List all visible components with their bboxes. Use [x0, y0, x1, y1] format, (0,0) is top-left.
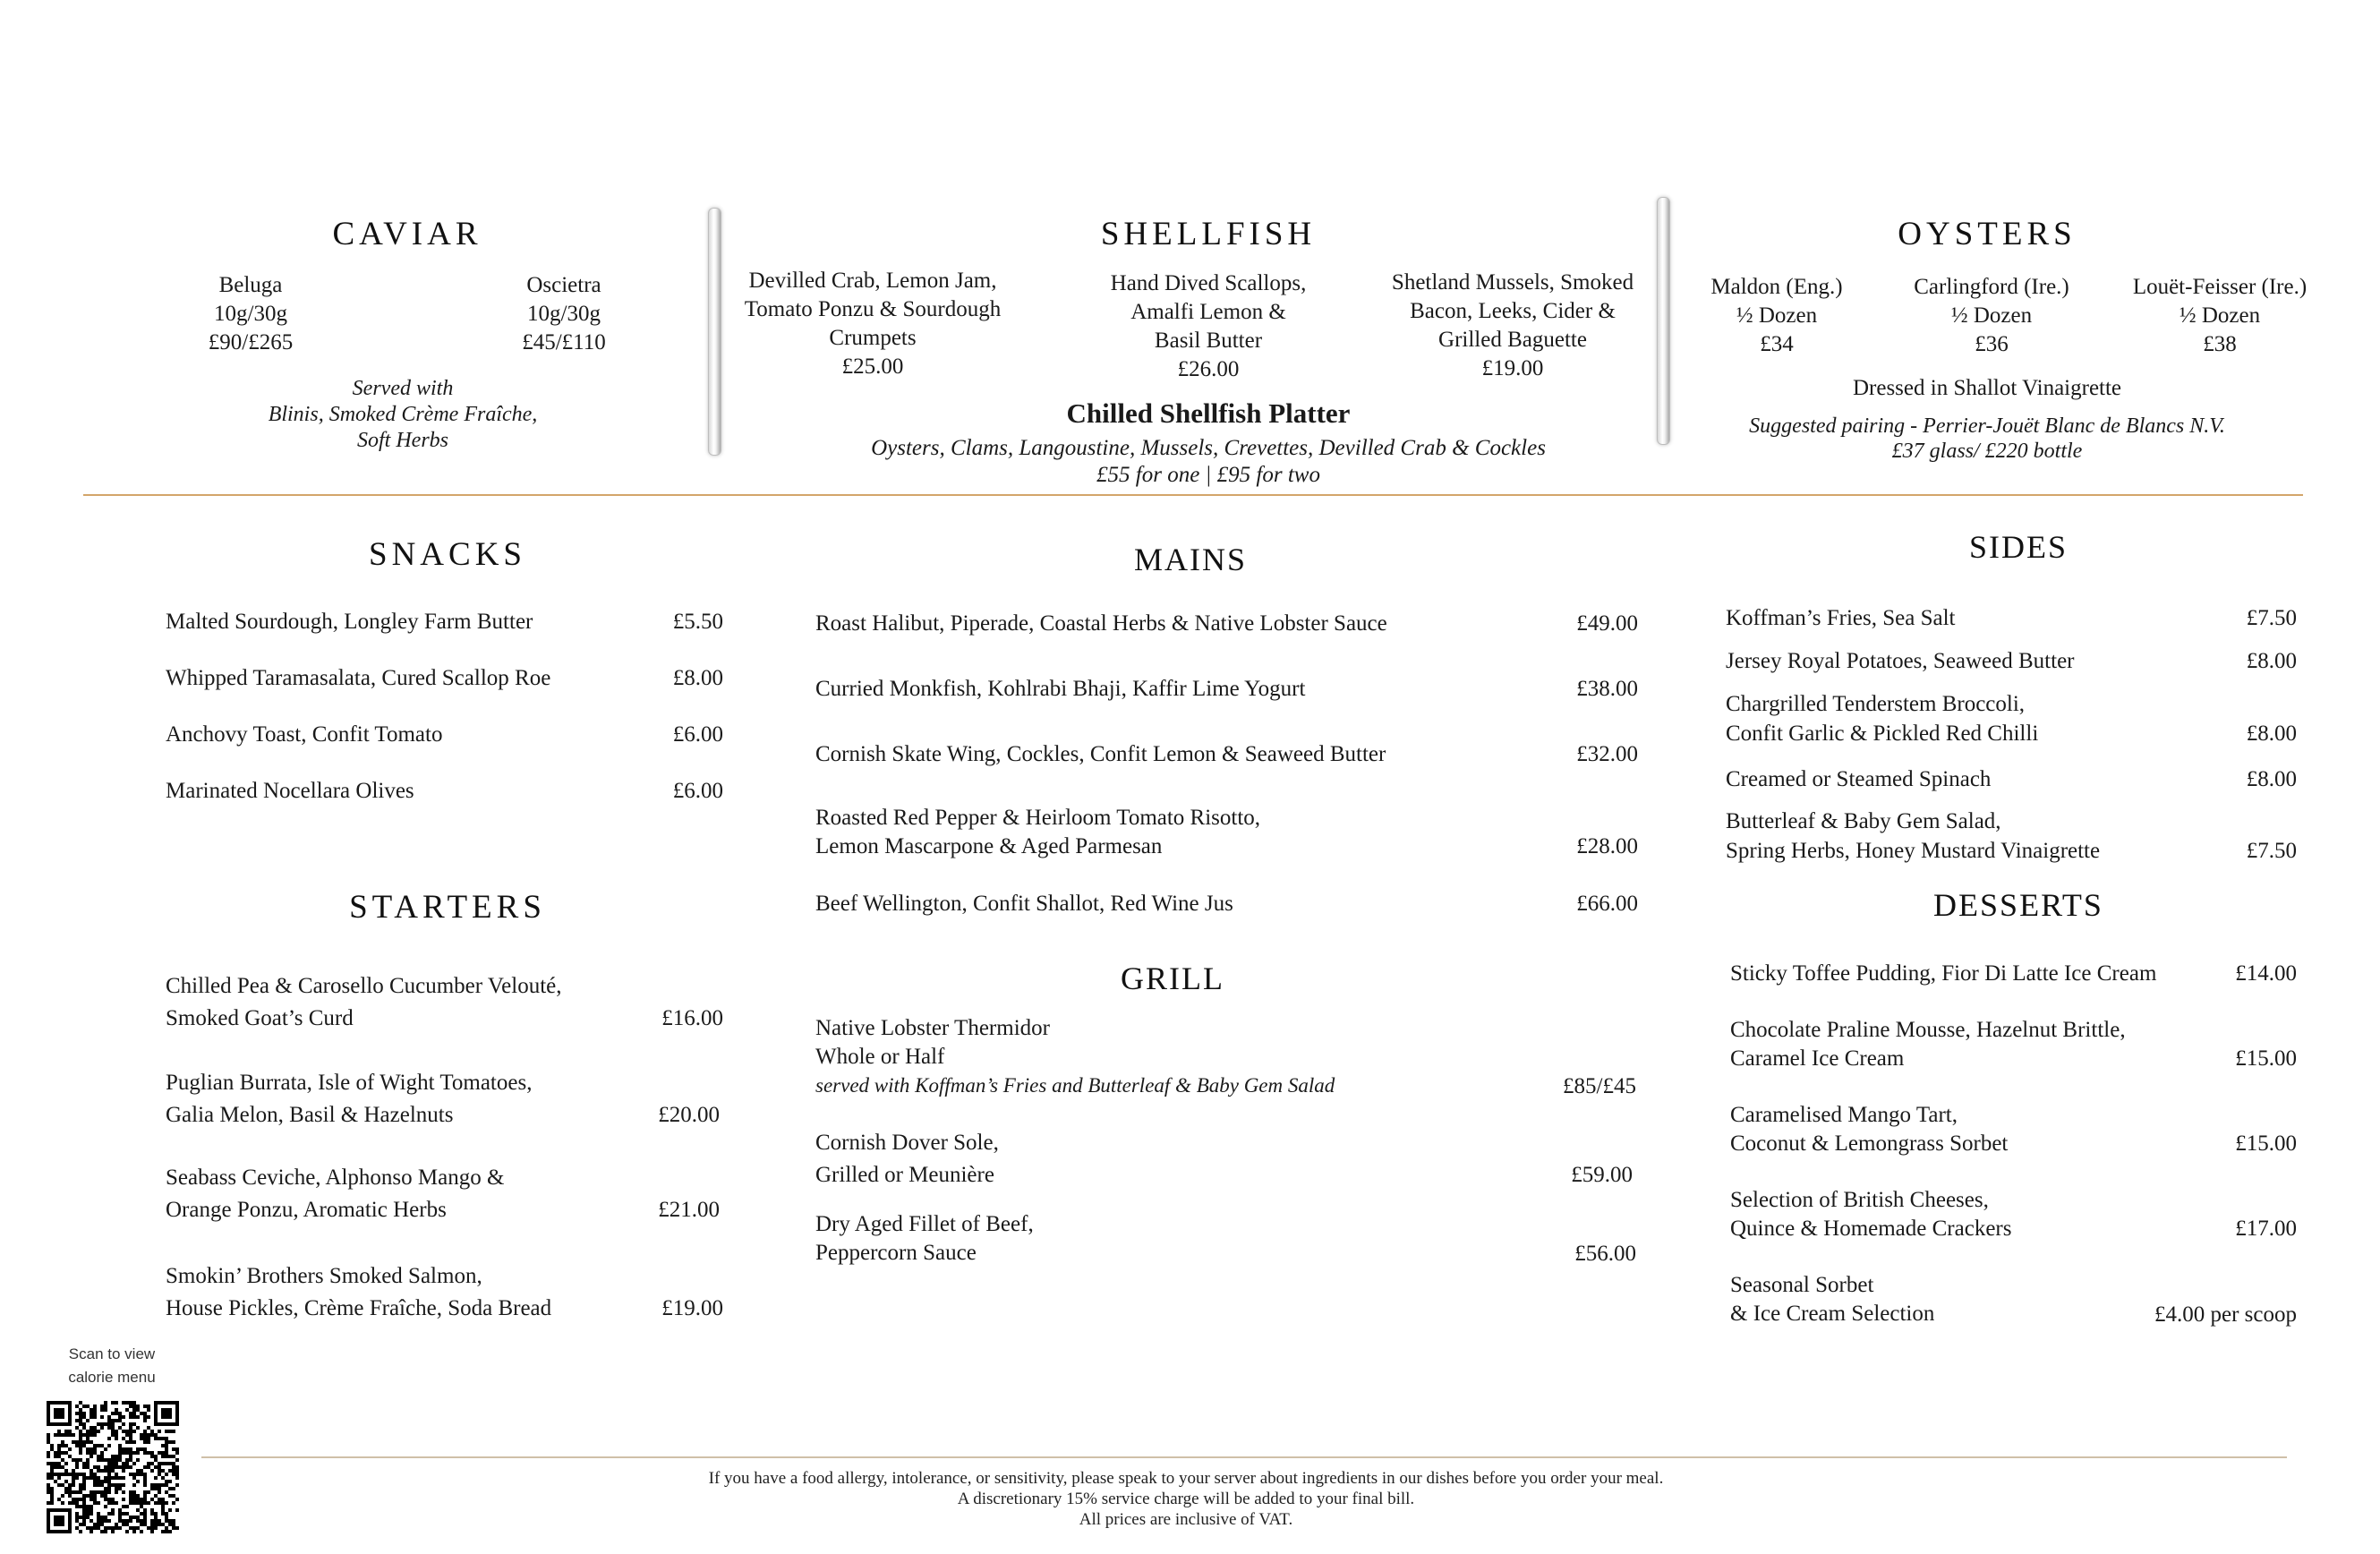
snack-item: Whipped Taramasalata, Cured Scallop Roe: [166, 666, 551, 690]
vat-notice: All prices are inclusive of VAT.: [1079, 1510, 1293, 1529]
dessert-line: Caramel Ice Cream: [1730, 1046, 1905, 1071]
main-price: £66.00: [1576, 892, 1638, 916]
main-line: Lemon Mascarpone & Aged Parmesan: [815, 834, 1163, 858]
oyster-item: [1880, 273, 2103, 359]
grill-line: Peppercorn Sauce: [815, 1241, 977, 1265]
side-price: £8.00: [2246, 649, 2297, 673]
main-item: Cornish Skate Wing, Cockles, Confit Lemon & Seaweed Butter: [815, 742, 1386, 766]
grill-line: Whole or Half: [815, 1045, 945, 1069]
side-price: £7.50: [2246, 606, 2297, 630]
dessert-item: [1730, 1186, 2011, 1243]
qr-code-icon[interactable]: [47, 1401, 179, 1533]
shellfish-item-line: Crumpets: [829, 326, 917, 350]
shellfish-item: [1361, 269, 1665, 383]
grill-price: £59.00: [1571, 1163, 1633, 1187]
grill-line: Cornish Dover Sole,: [815, 1131, 999, 1155]
snacks-heading: SNACKS: [369, 536, 526, 573]
snack-price: £6.00: [672, 779, 723, 803]
caviar-served-with: [206, 376, 600, 454]
dessert-price: £14.00: [2235, 961, 2297, 986]
shellfish-heading: SHELLFISH: [1100, 216, 1317, 252]
main-price: £38.00: [1576, 677, 1638, 701]
starter-line: House Pickles, Crème Fraîche, Soda Bread: [166, 1296, 552, 1320]
section-divider: [83, 494, 2303, 496]
side-price: £8.00: [2246, 722, 2297, 746]
shellfish-item-line: Grilled Baguette: [1438, 328, 1587, 352]
dessert-line: Quince & Homemade Crackers: [1730, 1217, 2012, 1241]
shellfish-item-price: £26.00: [1177, 357, 1240, 381]
grill-line: Dry Aged Fillet of Beef,: [815, 1212, 1034, 1236]
sides-heading: SIDES: [1968, 529, 2069, 565]
shellfish-item-line: Hand Dived Scallops,: [1110, 271, 1307, 295]
grill-item: [815, 1127, 999, 1191]
oyster-name: Louët-Feisser (Ire.): [2132, 275, 2307, 299]
grill-line: Grilled or Meunière: [815, 1163, 994, 1187]
shellfish-item-line: Bacon, Leeks, Cider &: [1410, 299, 1616, 323]
dessert-line: Seasonal Sorbet: [1730, 1273, 1874, 1297]
shellfish-item-price: £25.00: [841, 354, 904, 379]
dessert-price: £4.00 per scoop: [2154, 1302, 2297, 1327]
side-item: Jersey Royal Potatoes, Seaweed Butter: [1726, 649, 2075, 673]
grill-note: served with Koffman’s Fries and Butterleaf & Baby Gem Salad: [815, 1074, 1335, 1097]
footer-notes: [559, 1468, 1813, 1530]
starter-line: Orange Ponzu, Aromatic Herbs: [166, 1198, 447, 1222]
grill-price: £85/£45: [1563, 1074, 1636, 1098]
oyster-name: Maldon (Eng.): [1710, 275, 1843, 299]
starter-line: Puglian Burrata, Isle of Wight Tomatoes,: [166, 1071, 533, 1095]
oyster-qty: ½ Dozen: [1950, 303, 2033, 328]
oyster-price: £34: [1760, 332, 1794, 356]
dessert-item: [1730, 1271, 1934, 1328]
allergy-notice: If you have a food allergy, intolerance, or sensitivity, please speak to your server about ingredients in our dishes before you order your meal.: [708, 1469, 1664, 1488]
dessert-item: [1730, 1016, 2126, 1073]
side-line: Butterleaf & Baby Gem Salad,: [1726, 809, 2001, 833]
shellfish-item-line: Shetland Mussels, Smoked: [1391, 270, 1634, 295]
oyster-name: Carlingford (Ire.): [1914, 275, 2069, 299]
side-line: Spring Herbs, Honey Mustard Vinaigrette: [1726, 839, 2101, 863]
platter-price: £55 for one | £95 for two: [1096, 463, 1320, 487]
main-item: Curried Monkfish, Kohlrabi Bhaji, Kaffir Lime Yogurt: [815, 677, 1306, 701]
shellfish-item-line: Basil Butter: [1154, 329, 1263, 353]
starter-price: £16.00: [661, 1006, 723, 1030]
platter-title: Chilled Shellfish Platter: [1066, 397, 1351, 429]
platter-description: Oysters, Clams, Langoustine, Mussels, Crevettes, Devilled Crab & Cockles: [871, 436, 1546, 460]
main-item: [815, 804, 1260, 861]
main-price: £32.00: [1576, 742, 1638, 766]
caviar-prices: £45/£110: [522, 330, 606, 354]
grill-item: [815, 1014, 1335, 1100]
starter-price: £20.00: [658, 1103, 720, 1127]
starter-item: [166, 970, 562, 1035]
dessert-price: £17.00: [2235, 1217, 2297, 1241]
caviar-prices: £90/£265: [208, 330, 294, 354]
mains-heading: MAINS: [1133, 542, 1247, 577]
oyster-item: [2103, 273, 2336, 359]
shellfish-item: [716, 267, 1029, 381]
main-price: £28.00: [1576, 834, 1638, 858]
caviar-name: Beluga: [218, 273, 283, 297]
caviar-item-oscietra: [474, 271, 653, 357]
caviar-name: Oscietra: [526, 273, 601, 297]
caviar-served-line: Soft Herbs: [357, 429, 448, 452]
oyster-item: [1674, 273, 1880, 359]
starter-item: [166, 1260, 551, 1325]
oysters-heading: OYSTERS: [1898, 216, 2077, 252]
qr-caption: [40, 1343, 183, 1389]
side-item: [1726, 807, 2100, 866]
dessert-item: [1730, 1101, 2008, 1158]
caviar-weights: 10g/30g: [214, 302, 287, 326]
dessert-price: £15.00: [2235, 1046, 2297, 1071]
grill-item: [815, 1210, 1034, 1268]
starter-item: [166, 1162, 504, 1226]
main-line: Roasted Red Pepper & Heirloom Tomato Risotto,: [815, 806, 1261, 830]
dessert-line: Caramelised Mango Tart,: [1730, 1103, 1958, 1127]
main-item: Beef Wellington, Confit Shallot, Red Wine Jus: [815, 892, 1233, 916]
shellfish-item-line: Amalfi Lemon &: [1130, 300, 1286, 324]
side-item: Koffman’s Fries, Sea Salt: [1726, 606, 1956, 630]
starter-line: Smokin’ Brothers Smoked Salmon,: [166, 1264, 482, 1288]
starter-line: Seabass Ceviche, Alphonso Mango &: [166, 1166, 505, 1190]
starters-heading: STARTERS: [349, 889, 546, 926]
starter-item: [166, 1067, 532, 1131]
dessert-line: Selection of British Cheeses,: [1730, 1188, 1989, 1212]
oysters-pairing: Suggested pairing - Perrier-Jouët Blanc de Blancs N.V.: [1749, 414, 2225, 438]
dessert-line: Coconut & Lemongrass Sorbet: [1730, 1131, 2009, 1156]
oysters-dressing: Dressed in Shallot Vinaigrette: [1852, 376, 2122, 400]
dessert-item: Sticky Toffee Pudding, Fior Di Latte Ice Cream: [1730, 961, 2157, 986]
snack-price: £8.00: [672, 666, 723, 690]
snack-price: £6.00: [672, 722, 723, 747]
qr-caption-line: calorie menu: [68, 1369, 156, 1386]
side-item: Creamed or Steamed Spinach: [1726, 767, 1992, 791]
starter-line: Galia Melon, Basil & Hazelnuts: [166, 1103, 454, 1127]
oyster-price: £36: [1975, 332, 2009, 356]
caviar-heading: CAVIAR: [332, 216, 482, 252]
grill-price: £56.00: [1574, 1242, 1636, 1266]
side-price: £8.00: [2246, 767, 2297, 791]
main-price: £49.00: [1576, 611, 1638, 636]
caviar-served-line: Served with: [352, 377, 454, 400]
starter-price: £21.00: [658, 1198, 720, 1222]
divider-pillar-right: [1657, 197, 1670, 445]
side-item: [1726, 689, 2038, 748]
oyster-qty: ½ Dozen: [1736, 303, 1818, 328]
shellfish-item: [1056, 269, 1361, 384]
dessert-line: Chocolate Praline Mousse, Hazelnut Brittle,: [1730, 1018, 2126, 1042]
qr-caption-line: Scan to view: [68, 1345, 156, 1362]
grill-line: Native Lobster Thermidor: [815, 1016, 1050, 1040]
caviar-served-line: Blinis, Smoked Crème Fraîche,: [268, 403, 538, 426]
oyster-qty: ½ Dozen: [2179, 303, 2261, 328]
shellfish-item-line: Devilled Crab, Lemon Jam,: [748, 269, 997, 293]
service-charge-notice: A discretionary 15% service charge will be added to your final bill.: [957, 1490, 1415, 1508]
shellfish-item-line: Tomato Ponzu & Sourdough: [744, 297, 1002, 321]
starter-price: £19.00: [661, 1296, 723, 1320]
side-line: Confit Garlic & Pickled Red Chilli: [1726, 722, 2039, 746]
snack-item: Anchovy Toast, Confit Tomato: [166, 722, 443, 747]
desserts-heading: DESSERTS: [1933, 887, 2103, 923]
starter-line: Chilled Pea & Carosello Cucumber Velouté,: [166, 974, 562, 998]
dessert-price: £15.00: [2235, 1131, 2297, 1156]
footer-divider: [201, 1456, 2287, 1458]
main-item: Roast Halibut, Piperade, Coastal Herbs & Native Lobster Sauce: [815, 611, 1387, 636]
oyster-price: £38: [2203, 332, 2237, 356]
snack-item: Marinated Nocellara Olives: [166, 779, 414, 803]
caviar-weights: 10g/30g: [527, 302, 601, 326]
grill-heading: GRILL: [1121, 961, 1224, 996]
snack-item: Malted Sourdough, Longley Farm Butter: [166, 610, 533, 634]
caviar-item-beluga: [161, 271, 340, 357]
snack-price: £5.50: [672, 610, 723, 634]
shellfish-item-price: £19.00: [1481, 356, 1544, 380]
side-line: Chargrilled Tenderstem Broccoli,: [1726, 692, 2026, 716]
side-price: £7.50: [2246, 839, 2297, 863]
starter-line: Smoked Goat’s Curd: [166, 1006, 354, 1030]
oysters-pairing-price: £37 glass/ £220 bottle: [1891, 440, 2083, 463]
dessert-line: & Ice Cream Selection: [1730, 1302, 1935, 1326]
